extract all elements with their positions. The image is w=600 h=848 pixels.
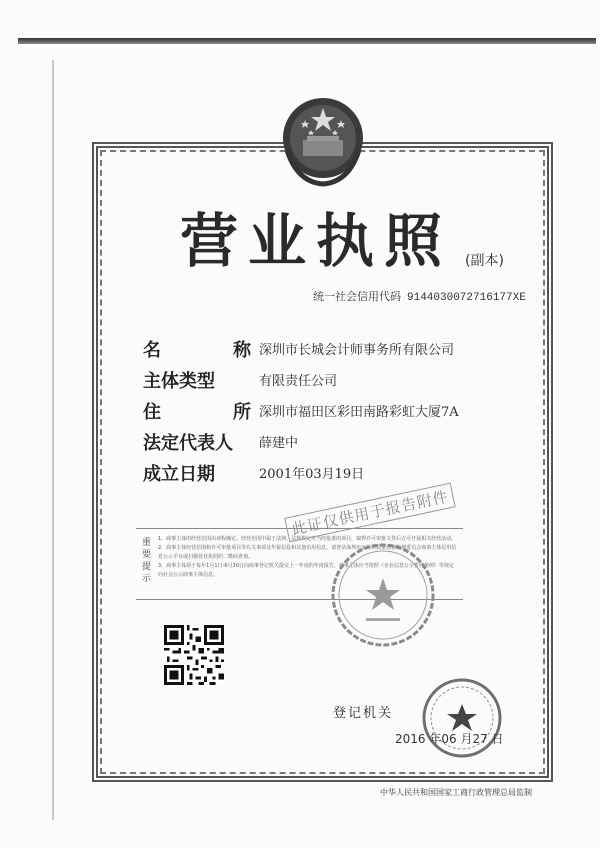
issue-date: 2016 年06 月27 日 — [395, 732, 504, 746]
field-label: 成立日期 — [143, 464, 215, 485]
field-value: 2001年03月19日 — [259, 467, 365, 482]
field-address — [143, 398, 503, 423]
qr-code-icon — [164, 625, 224, 685]
field-label: 法定代表人 — [143, 433, 233, 454]
credit-code-row — [313, 288, 526, 304]
notice-item: 2．商事主体经营范围和许可审批项目等有关事项及年报信息和其他信用信息，请登录深圳市市场和质量监督管理委员会商事主体信用信息公示平台或扫描营业执照的二维码查询。 — [158, 545, 457, 560]
certificate-title: 营业执照 — [180, 207, 453, 275]
field-label: 主体类型 — [143, 371, 215, 392]
field-legal-rep — [143, 429, 503, 454]
notice-item: 3．商事主体须于每年1月1日-6月30日向商事登记机关提交上一年度的年度报告。商事主体应当按照《企业信息公示暂行条例》等规定向社会公示商事主体信息。 — [158, 563, 454, 578]
credit-code-label: 统一社会信用代码 — [313, 290, 401, 303]
notice-item: 1．商事主体的经营范围由章程确定。经营范围中属于法律、法规规定应当经批准的项目，取得许可审批文件后方可开展相关经营活动。 — [158, 536, 457, 542]
field-label: 住 所 — [143, 402, 251, 423]
scan-edge — [18, 38, 596, 44]
field-established — [143, 460, 503, 485]
copy-tag: (副本) — [465, 253, 504, 269]
company-seal-icon — [328, 540, 438, 650]
scan-edge-left — [52, 60, 54, 820]
field-type — [143, 367, 503, 392]
field-value: 有限责任公司 — [259, 374, 338, 389]
field-name — [143, 336, 503, 361]
national-emblem-icon — [277, 90, 369, 190]
watermark-stamp: 此证仅供用于报告附件 — [284, 483, 455, 543]
credit-code-value: 91440300727161​77XE — [407, 292, 526, 304]
field-value: 深圳市福田区彩田南路彩虹大厦7A — [259, 405, 459, 420]
notice-heading: 重要提示 — [142, 538, 152, 584]
field-label: 名 称 — [143, 340, 251, 361]
field-value: 深圳市长城会计师事务所有限公司 — [259, 343, 455, 358]
field-value: 薛建中 — [259, 436, 299, 451]
registration-authority-label: 登记机关 — [333, 706, 394, 721]
registration-authority-seal-icon — [420, 676, 504, 760]
footer-supervisor: 中华人民共和国国家工商行政管理总局监制 — [380, 788, 532, 797]
